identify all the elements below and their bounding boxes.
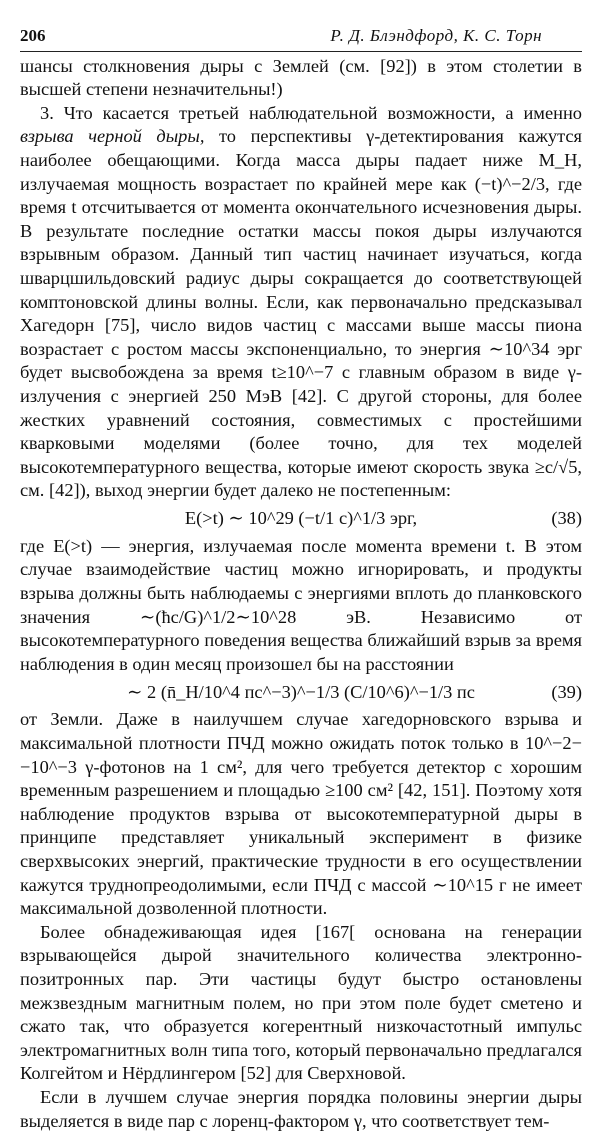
paragraph-planck: где E(>t) — энергия, излучаемая после момента времени t. В этом случае взаимодействие частиц можно игнорировать, и продукты взрыва должны быть наблюдаемы с энергиями вплоть до планковского значения ∼(ħc/G)^1/2∼10^28 эВ. Независимо от высокотемпературного поведения вещества ближайший взрыв за время наблюдения в один месяц произошел бы на расстоянии [20, 535, 582, 674]
paragraph-flux: от Земли. Даже в наилучшем случае хагедорновского взрыва и максимальной плотности ПЧД можно ожидать поток только в 10^−2−−10^−3 γ-фотонов на 1 см², для чего требуется детектор с хорошим временным разрешением и площадью ≥100 см² [42, 151]. Поэтому хотя наблюдение продуктов взрыва от высокотемпературной дыры в принципе представляет уникальный эксперимент в физике сверхвысоких энергий, практические трудности в его осуществлении кажутся труднопреодолимыми, если ПЧД с массой ∼10^15 г не имеет максимальной дозволенной плотности. [20, 709, 582, 919]
equation-39 [20, 677, 582, 707]
page-number: 206 [20, 26, 46, 45]
paragraph-pairs: Более обнадеживающая идея [167[ основана на генерации взрывающейся дырой значительного количества электронно-позитронных пар. Эти частицы будут быстро остановлены межзвездным магнитным полем, но при этом поле будет сметено и сжато так, что образуется когерентный низкочастотный импульс электромагнитных волн типа того, который первоначально предлагался Колгейтом и Нёрдлингером [52] для Сверхновой. [20, 921, 582, 1084]
page-header [20, 24, 582, 52]
equation-38 [20, 504, 582, 534]
equation-39-expression: ∼ 2 (n̄_H/10^4 пс^−3)^−1/3 (C/10^6)^−1/3 пс [127, 681, 475, 702]
paragraph-continued: шансы столкновения дыры с Землей (см. [92]) в этом столетии в высшей степени незначительны!) [20, 55, 582, 100]
equation-39-number: (39) [551, 681, 582, 702]
paragraph-lorentz: Если в лучшем случае энергия порядка половины энергии дыры выделяется в виде пар с лоренц-фактором γ, что соответствует тем- [20, 1086, 582, 1131]
equation-38-number: (38) [551, 508, 582, 529]
equation-38-expression: E(>t) ∼ 10^29 (−t/1 c)^1/3 эрг, [184, 508, 418, 529]
paragraph-italic-term: взрыва черной дыры, [20, 126, 205, 147]
paragraph-lead: 3. Что касается третьей наблюдательной возможности, а именно [40, 102, 582, 123]
paragraph-body: то перспективы γ-детектирования кажутся наиболее обещающими. Когда масса дыры падает ниже M_H, излучаемая мощность возрастает по крайней мере как (−t)^−2/3, где время t отсчитывается от момента окончательного исчезновения дыры. В результате последние остатки массы покоя дыры излучаются взрывным образом. Данный тип частиц начинает изучаться, когда шварцшильдовский радиус дыры сокращается до соответствующей комптоновской длины волны. Если, как первоначально предсказывал Хагедорн [75], число видов частиц с массами выше массы пиона возрастает с ростом массы экспоненциально, то энергия ∼10^34 эрг будет высвобождена за время t≥10^−7 с главным образом в виде γ-излучения с энергией 250 МэВ [42]. С другой стороны, для более жестких уравнений состояния, совместимых с простейшими кварковыми моделями (более точно, для тех моделей высокотемпературного вещества, которые имеют скорость звука ≥c/√5, см. [42]), выход энергии будет далеко не постепенным: [20, 126, 583, 501]
paragraph-explosion [20, 102, 582, 503]
running-title: Р. Д. Блэндфорд, К. С. Торн [330, 26, 542, 45]
